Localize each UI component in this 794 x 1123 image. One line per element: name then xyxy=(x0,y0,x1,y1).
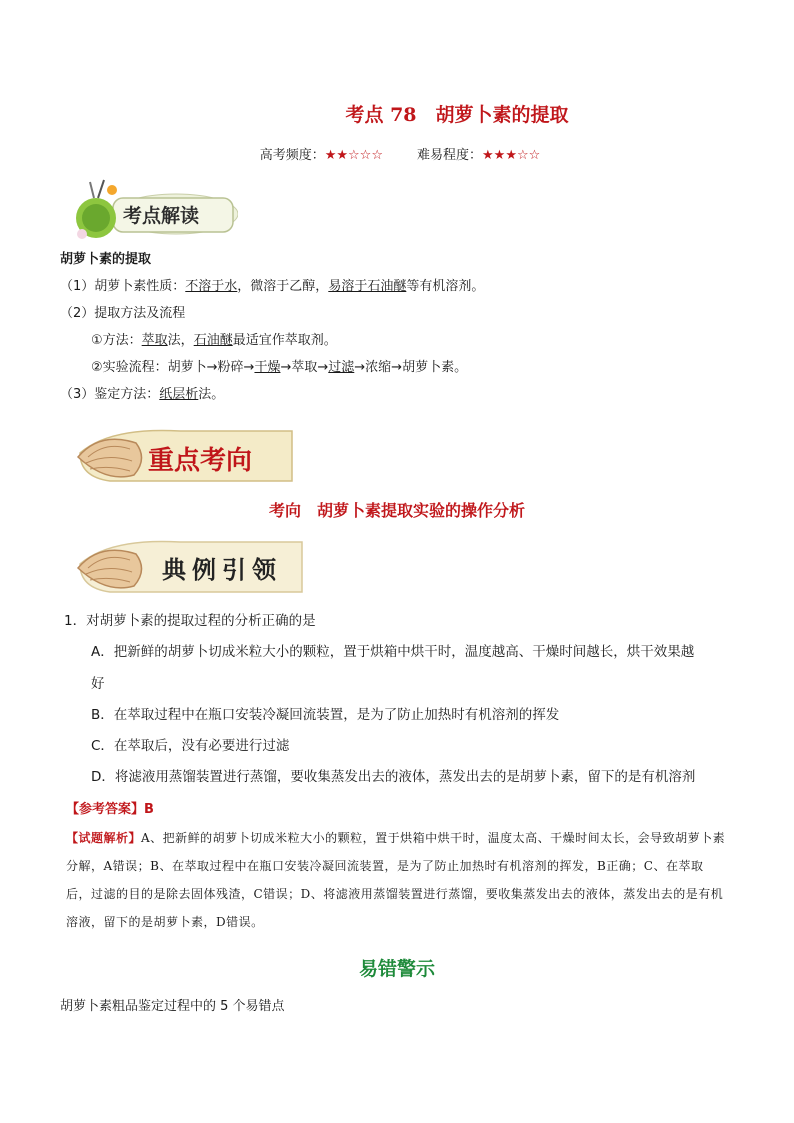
text-segment: →萃取→ xyxy=(280,360,329,375)
process-line xyxy=(91,359,467,377)
banner-kaodian xyxy=(68,176,238,242)
text-segment: ①方法： xyxy=(91,333,142,348)
warning-text: 胡萝卜素粗品鉴定过程中的 5 个易错点 xyxy=(60,999,285,1014)
banner-zhongdian-label: 重点考向 xyxy=(148,446,253,476)
key-term: 萃取 xyxy=(141,333,168,348)
question-stem: 1．对胡萝卜素的提取过程的分析正确的是 xyxy=(64,613,316,629)
banner-zhongdian xyxy=(70,423,300,489)
difficulty-line xyxy=(0,144,794,163)
option-b: B．在萃取过程中在瓶口安装冷凝回流装置，是为了防止加热时有机溶剂的挥发 xyxy=(91,707,560,723)
text-segment: 法， xyxy=(167,333,194,348)
text-segment: →浓缩→胡萝卜素。 xyxy=(354,360,468,375)
reference-answer: 【参考答案】B xyxy=(66,802,154,817)
text-segment: ，微溶于乙醇， xyxy=(237,279,329,294)
text-segment: ②实验流程：胡萝卜→粉碎→ xyxy=(91,360,255,375)
focus-subheading: 考向 胡萝卜素提取实验的操作分析 xyxy=(268,501,525,520)
frequency-stars: ★★☆☆☆ xyxy=(324,148,383,163)
section-heading: 胡萝卜素的提取 xyxy=(60,252,152,267)
property-line xyxy=(60,278,484,296)
method-line xyxy=(91,332,337,350)
key-term: 不溶于水 xyxy=(185,279,238,294)
option-a-line2: 好 xyxy=(91,676,105,692)
text-segment: （1）胡萝卜素性质： xyxy=(60,279,186,294)
key-term: 纸层析 xyxy=(159,387,199,402)
key-term: 干燥 xyxy=(254,360,281,375)
analysis-tag: 【试题解析】 xyxy=(66,831,142,845)
analysis-paragraph xyxy=(66,824,726,936)
frequency-label: 高考频度： xyxy=(259,148,325,163)
banner-dianli xyxy=(70,534,310,600)
text-segment: （3）鉴定方法： xyxy=(60,387,160,402)
analysis-text: A、把新鲜的胡萝卜切成米粒大小的颗粒，置于烘箱中烘干时，温度太高、干燥时间太长，会导致胡萝卜素分解，A错误；B、在萃取过程中在瓶口安装冷凝回流装置，是为了防止加热时有机溶剂的挥发，B正确；C、在萃取后，过滤的目的是除去固体残渣，C错误；D、将滤液用蒸馏装置进行蒸馏，要收集蒸发出去的液体，蒸发出去的是有机溶液，留下的是胡萝卜素，D错误。 xyxy=(66,831,726,929)
warning-title: 易错警示 xyxy=(358,958,435,980)
text-segment: 法。 xyxy=(198,387,225,402)
key-term: 易溶于石油醚 xyxy=(328,279,407,294)
text-segment: 最适宜作萃取剂。 xyxy=(232,333,337,348)
page-title: 考点 78 胡萝卜素的提取 xyxy=(345,104,569,126)
key-term: 石油醚 xyxy=(193,333,233,348)
option-d: D．将滤液用蒸馏装置进行蒸馏，要收集蒸发出去的液体，蒸发出去的是胡萝卜素，留下的是有机溶剂 xyxy=(91,769,696,785)
banner-kaodian-label: 考点解读 xyxy=(123,205,200,227)
banner-dianli-label: 典例引领 xyxy=(162,555,282,584)
key-term: 过滤 xyxy=(328,360,355,375)
text-segment: 等有机溶剂。 xyxy=(406,279,485,294)
method-heading: （2）提取方法及流程 xyxy=(60,306,186,321)
option-c: C．在萃取后，没有必要进行过滤 xyxy=(91,738,290,754)
option-a-line1: A．把新鲜的胡萝卜切成米粒大小的颗粒，置于烘箱中烘干时，温度越高、干燥时间越长，烘干效果越 xyxy=(91,644,695,660)
difficulty-stars: ★★★☆☆ xyxy=(482,148,541,163)
difficulty-label: 难易程度： xyxy=(417,148,483,163)
identify-line xyxy=(60,386,224,404)
